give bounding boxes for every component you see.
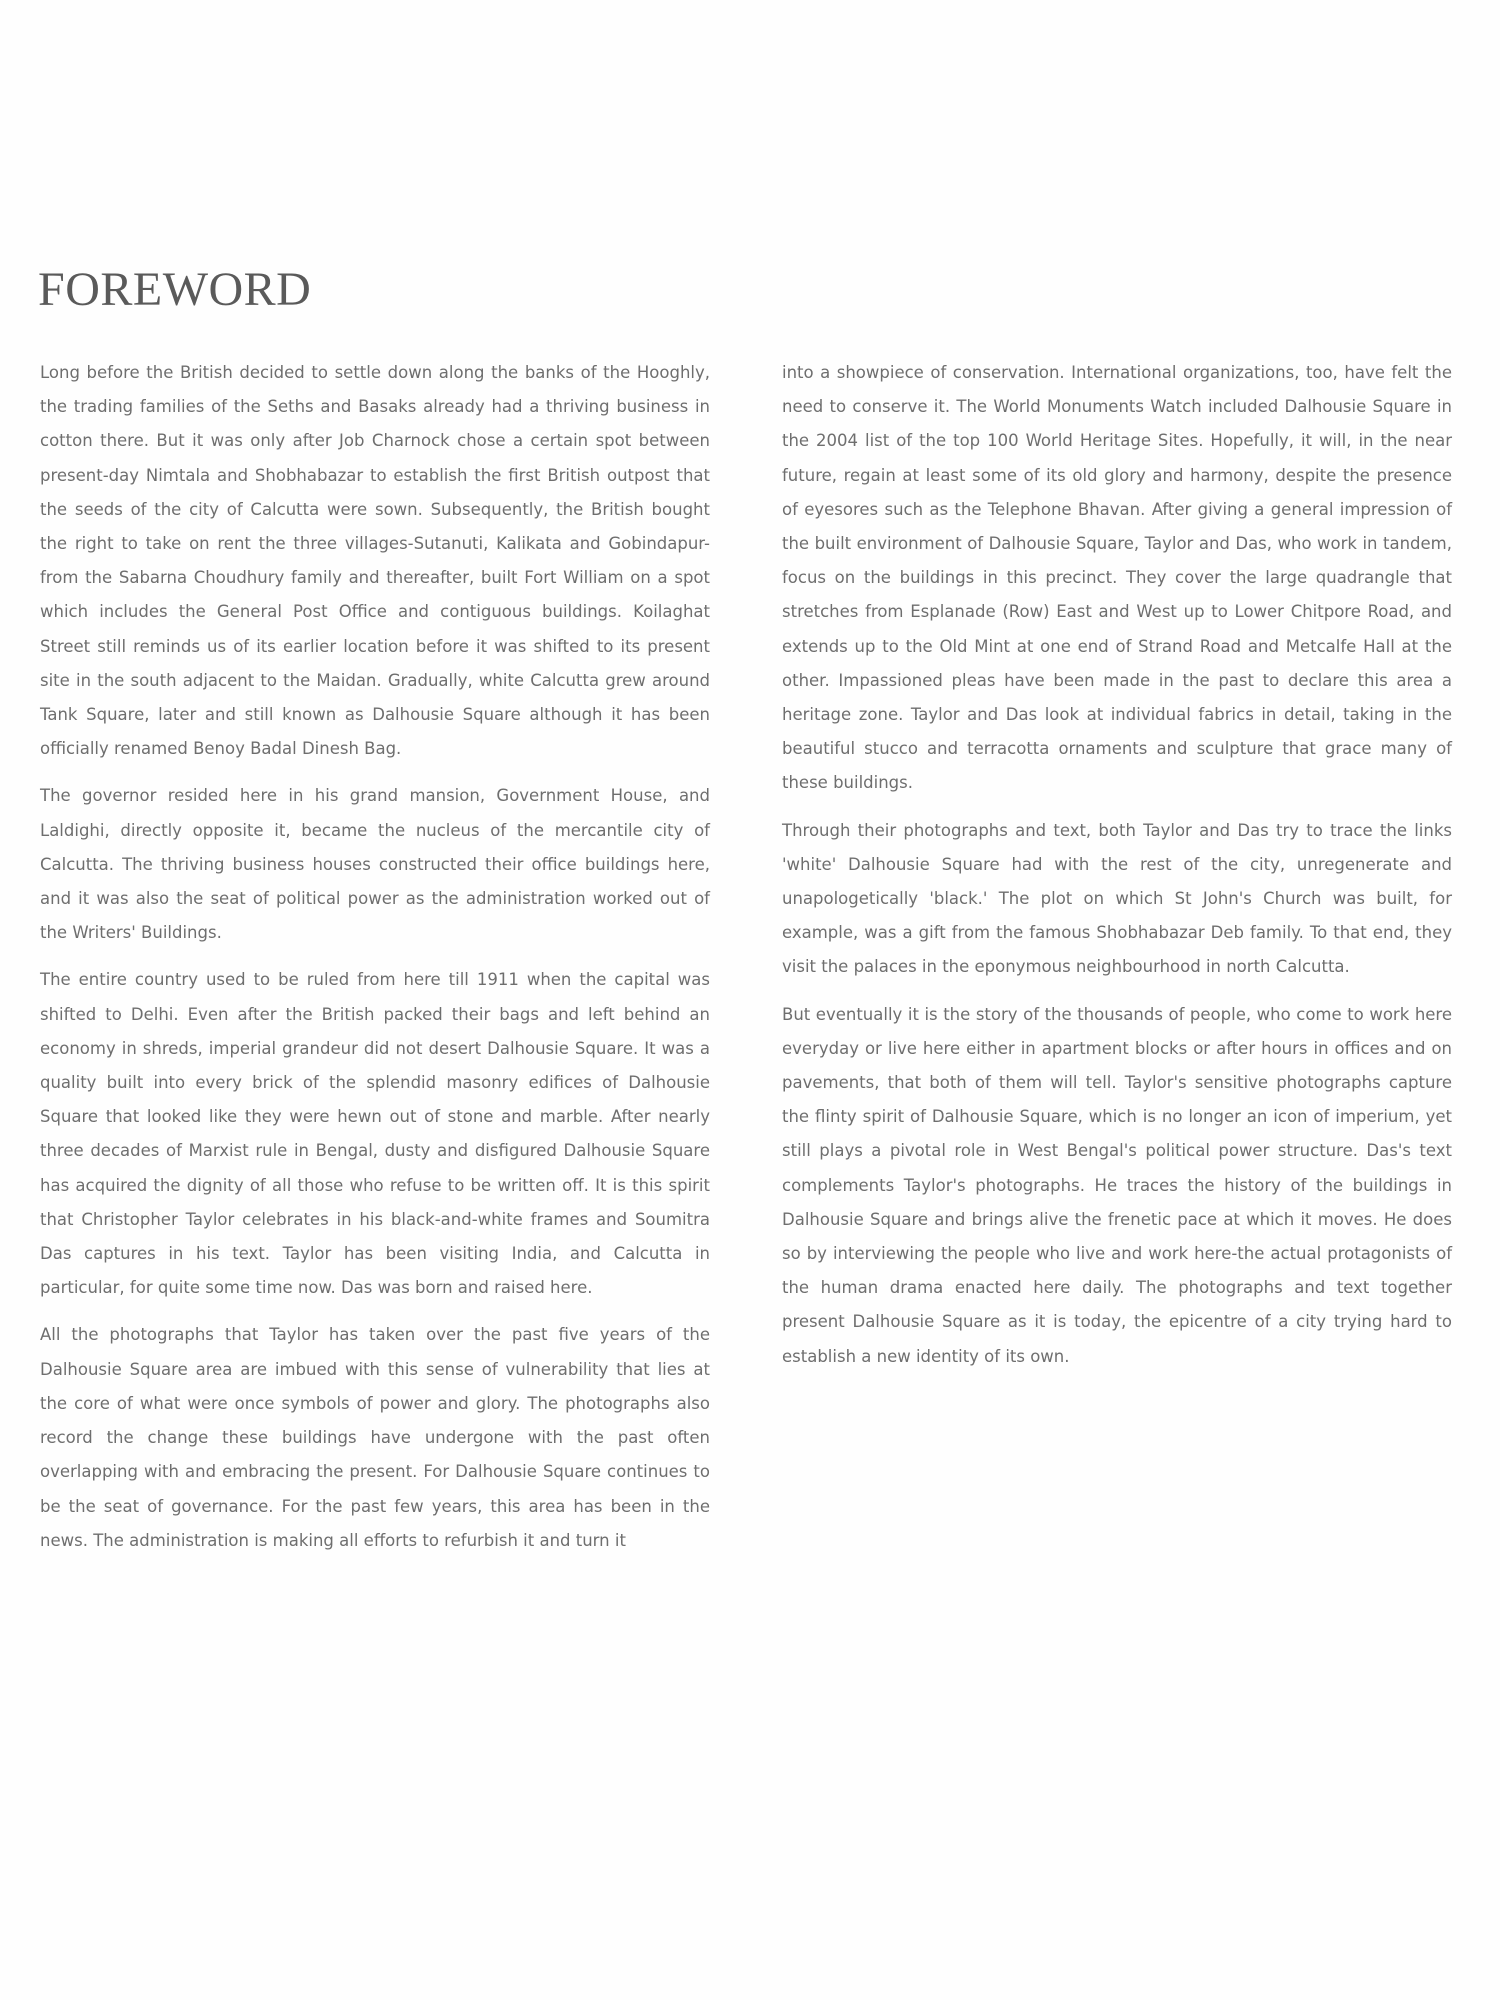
left-column	[40, 356, 710, 1571]
body-paragraph: into a showpiece of conservation. International organizations, too, have felt the need to conserve it. The World Monuments Watch included Dalhousie Square in the 2004 list of the top 100 World Heritage Sites. Hopefully, it will, in the near future, regain at least some of its old glory and harmony, despite the presence of eyesores such as the Telephone Bhavan. After giving a general impression of the built environment of Dalhousie Square, Taylor and Das, who work in tandem, focus on the buildings in this precinct. They cover the large quadrangle that stretches from Esplanade (Row) East and West up to Lower Chitpore Road, and extends up to the Old Mint at one end of Strand Road and Metcalfe Hall at the other. Impassioned pleas have been made in the past to declare this area a heritage zone. Taylor and Das look at individual fabrics in detail, taking in the beautiful stucco and terracotta ornaments and sculpture that grace many of these buildings.	[782, 363, 1452, 793]
body-paragraph: All the photographs that Taylor has taken over the past five years of the Dalhousie Square area are imbued with this sense of vulnerability that lies at the core of what were once symbols of power and glory. The photographs also record the change these buildings have undergone with the past often overlapping with and embracing the present. For Dalhousie Square continues to be the seat of governance. For the past few years, this area has been in the news. The administration is making all efforts to refurbish it and turn it	[40, 1325, 710, 1550]
page-title: FOREWORD	[38, 263, 312, 316]
body-paragraph: But eventually it is the story of the thousands of people, who come to work here everyday or live here either in apartment blocks or after hours in offices and on pavements, that both of them will tell. Taylor's sensitive photographs capture the flinty spirit of Dalhousie Square, which is no longer an icon of imperium, yet still plays a pivotal role in West Bengal's political power structure. Das's text complements Taylor's photographs. He traces the history of the buildings in Dalhousie Square and brings alive the frenetic pace at which it moves. He does so by interviewing the people who live and work here-the actual protagonists of the human drama enacted here daily. The photographs and text together present Dalhousie Square as it is today, the epicentre of a city trying hard to establish a new identity of its own.	[782, 1004, 1452, 1366]
body-paragraph: Through their photographs and text, both Taylor and Das try to trace the links 'white' Dalhousie Square had with the rest of the city, unregenerate and unapologetically 'black.' The plot on which St John's Church was built, for example, was a gift from the famous Shobhabazar Deb family. To that end, they visit the palaces in the eponymous neighbourhood in north Calcutta.	[782, 820, 1452, 977]
body-paragraph: The entire country used to be ruled from here till 1911 when the capital was shifted to Delhi. Even after the British packed their bags and left behind an economy in shreds, imperial grandeur did not desert Dalhousie Square. It was a quality built into every brick of the splendid masonry edifices of Dalhousie Square that looked like they were hewn out of stone and marble. After nearly three decades of Marxist rule in Bengal, dusty and disfigured Dalhousie Square has acquired the dignity of all those who refuse to be written off. It is this spirit that Christopher Taylor celebrates in his black-and-white frames and Soumitra Das captures in his text. Taylor has been visiting India, and Calcutta in particular, for quite some time now. Das was born and raised here.	[40, 970, 710, 1298]
right-column	[782, 356, 1452, 1387]
body-paragraph: The governor resided here in his grand mansion, Government House, and Laldighi, directly opposite it, became the nucleus of the mercantile city of Calcutta. The thriving business houses constructed their office buildings here, and it was also the seat of political power as the administration worked out of the Writers' Buildings.	[40, 786, 710, 943]
body-paragraph: Long before the British decided to settle down along the banks of the Hooghly, the trading families of the Seths and Basaks already had a thriving business in cotton there. But it was only after Job Charnock chose a certain spot between present-day Nimtala and Shobhabazar to establish the first British outpost that the seeds of the city of Calcutta were sown. Subsequently, the British bought the right to take on rent the three villages-Sutanuti, Kalikata and Gobindapur-from the Sabarna Choudhury family and thereafter, built Fort William on a spot which includes the General Post Office and contiguous buildings. Koilaghat Street still reminds us of its earlier location before it was shifted to its present site in the south adjacent to the Maidan. Gradually, white Calcutta grew around Tank Square, later and still known as Dalhousie Square although it has been officially renamed Benoy Badal Dinesh Bag.	[40, 363, 710, 759]
